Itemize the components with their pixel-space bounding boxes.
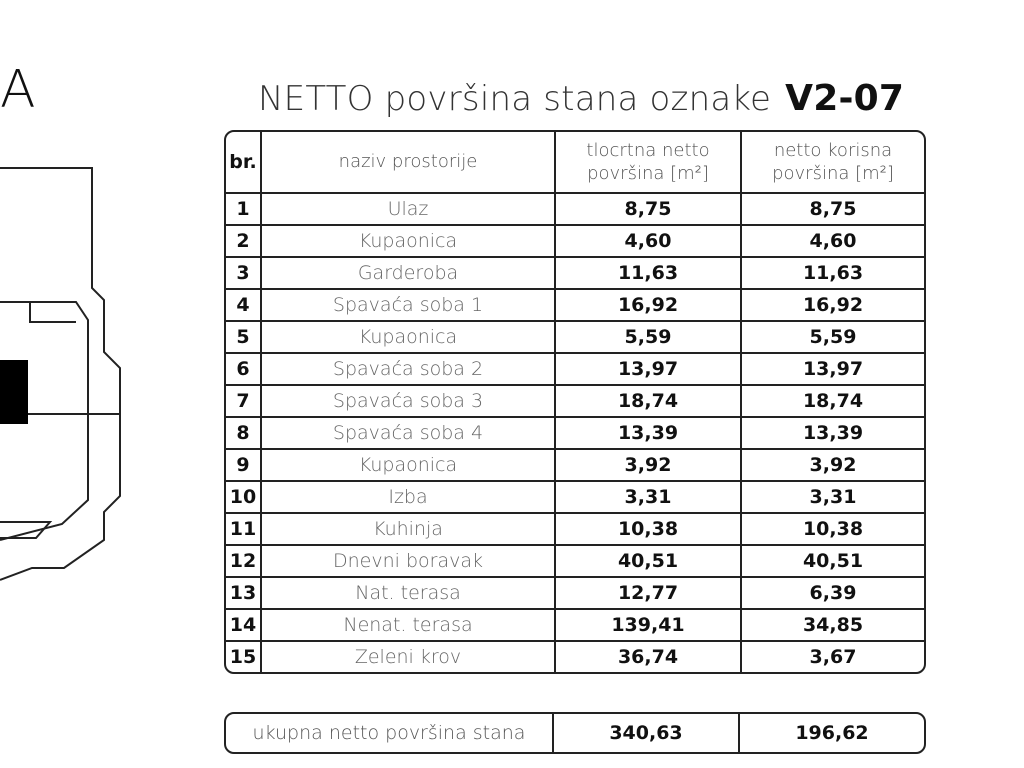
row-num: 2 — [226, 226, 262, 258]
table-row — [226, 546, 924, 578]
row-room-name: Kuhinja — [262, 514, 556, 546]
table-row — [226, 322, 924, 354]
row-room-name: Nat. terasa — [262, 578, 556, 610]
row-num: 5 — [226, 322, 262, 354]
table-row — [226, 482, 924, 514]
header-floor-area-line1: tlocrtna netto — [586, 139, 710, 161]
total-usable-area: 196,62 — [795, 722, 869, 744]
row-num: 1 — [226, 194, 262, 226]
table-row — [226, 642, 924, 672]
row-floor-area: 40,51 — [556, 546, 742, 578]
row-floor-area: 36,74 — [556, 642, 742, 672]
row-room-name: Garderoba — [262, 258, 556, 290]
header-floor-area-line2: površina [m²] — [587, 163, 709, 184]
row-usable-area: 13,97 — [742, 354, 924, 386]
row-room-name: Nenat. terasa — [262, 610, 556, 642]
table-row — [226, 386, 924, 418]
row-usable-area: 3,92 — [742, 450, 924, 482]
table-row — [226, 418, 924, 450]
row-floor-area: 3,92 — [556, 450, 742, 482]
row-room-name: Spavaća soba 1 — [262, 290, 556, 322]
header-floor-area — [556, 132, 742, 194]
header-usable-area — [742, 132, 924, 194]
row-num: 9 — [226, 450, 262, 482]
table-header-row — [226, 132, 924, 194]
header-room-name: naziv prostorije — [262, 132, 556, 194]
row-room-name: Spavaća soba 3 — [262, 386, 556, 418]
row-num: 14 — [226, 610, 262, 642]
row-num: 12 — [226, 546, 262, 578]
row-floor-area: 5,59 — [556, 322, 742, 354]
row-num: 4 — [226, 290, 262, 322]
row-usable-area: 4,60 — [742, 226, 924, 258]
row-room-name: Dnevni boravak — [262, 546, 556, 578]
row-room-name: Izba — [262, 482, 556, 514]
header-usable-area-line2: površina [m²] — [772, 163, 894, 184]
table-row — [226, 226, 924, 258]
table-row — [226, 610, 924, 642]
floor-plan-drawing — [0, 160, 130, 600]
table-row — [226, 258, 924, 290]
table-row — [226, 290, 924, 322]
row-usable-area: 10,38 — [742, 514, 924, 546]
room-area-table — [224, 130, 926, 674]
row-floor-area: 13,97 — [556, 354, 742, 386]
row-usable-area: 13,39 — [742, 418, 924, 450]
row-usable-area: 3,31 — [742, 482, 924, 514]
table-row — [226, 194, 924, 226]
row-floor-area: 16,92 — [556, 290, 742, 322]
plan-solid-block — [0, 360, 28, 424]
title-prefix: NETTO površina stana oznake — [258, 79, 772, 119]
row-usable-area: 8,75 — [742, 194, 924, 226]
total-label: ukupna netto površina stana — [226, 714, 554, 752]
row-room-name: Zeleni krov — [262, 642, 556, 672]
row-room-name: Kupaonica — [262, 226, 556, 258]
row-usable-area: 18,74 — [742, 386, 924, 418]
header-usable-area-line1: netto korisna — [773, 139, 893, 161]
row-usable-area: 6,39 — [742, 578, 924, 610]
table-row — [226, 514, 924, 546]
row-num: 10 — [226, 482, 262, 514]
row-num: 15 — [226, 642, 262, 672]
total-area-table — [224, 712, 926, 754]
row-usable-area: 16,92 — [742, 290, 924, 322]
row-floor-area: 11,63 — [556, 258, 742, 290]
row-room-name: Kupaonica — [262, 450, 556, 482]
row-num: 11 — [226, 514, 262, 546]
row-floor-area: 3,31 — [556, 482, 742, 514]
row-room-name: Ulaz — [262, 194, 556, 226]
row-num: 7 — [226, 386, 262, 418]
row-floor-area: 10,38 — [556, 514, 742, 546]
row-room-name: Spavaća soba 4 — [262, 418, 556, 450]
row-floor-area: 4,60 — [556, 226, 742, 258]
row-usable-area: 40,51 — [742, 546, 924, 578]
row-floor-area: 13,39 — [556, 418, 742, 450]
table-row — [226, 578, 924, 610]
row-floor-area: 12,77 — [556, 578, 742, 610]
row-usable-area: 11,63 — [742, 258, 924, 290]
total-row — [226, 714, 924, 752]
row-floor-area: 18,74 — [556, 386, 742, 418]
row-num: 6 — [226, 354, 262, 386]
total-floor-area: 340,63 — [554, 714, 740, 752]
row-floor-area: 139,41 — [556, 610, 742, 642]
row-usable-area: 3,67 — [809, 645, 857, 668]
apartment-code: V2-07 — [785, 78, 905, 119]
section-letter: A — [0, 60, 36, 120]
row-num: 13 — [226, 578, 262, 610]
row-usable-area: 34,85 — [742, 610, 924, 642]
header-num: br. — [226, 132, 262, 194]
table-row — [226, 354, 924, 386]
row-room-name: Spavaća soba 2 — [262, 354, 556, 386]
row-num: 3 — [226, 258, 262, 290]
row-floor-area: 8,75 — [556, 194, 742, 226]
page-title — [258, 78, 904, 119]
row-room-name: Kupaonica — [262, 322, 556, 354]
row-num: 8 — [226, 418, 262, 450]
row-usable-area: 5,59 — [742, 322, 924, 354]
table-row — [226, 450, 924, 482]
